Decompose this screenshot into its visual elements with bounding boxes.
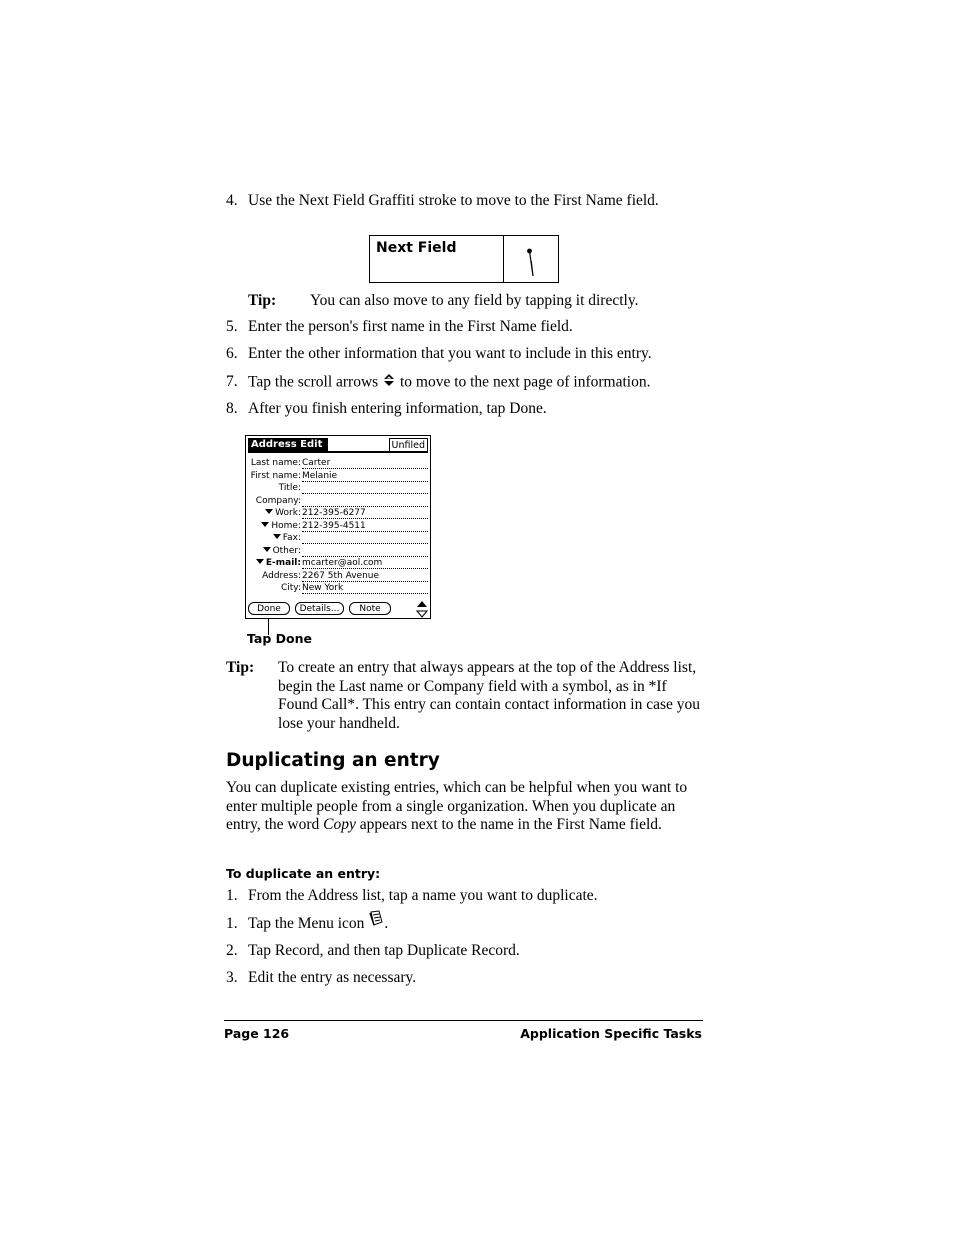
field-city[interactable]: City: New York (246, 582, 430, 594)
section-paragraph: You can duplicate existing entries, which can be helpful when you want to enter multiple people from a single organization. When you duplicate an entry, the word Copy appears next to the name in the First Name field. (226, 779, 688, 833)
step-text: Edit the entry as necessary. (248, 969, 417, 986)
next-field-stroke-icon (504, 236, 558, 282)
details-button[interactable]: Details... (295, 602, 344, 615)
step-text: Enter the other information that you want to include in this entry. (248, 345, 652, 362)
graffiti-table (369, 235, 559, 283)
address-edit-screen (245, 435, 431, 619)
tip2-label: Tip: (226, 659, 255, 676)
step-text-after: to move to the next page of information. (399, 373, 651, 391)
scroll-arrows-icon (382, 373, 396, 393)
field-work[interactable]: Work: 212-395-6277 (246, 507, 430, 519)
field-address[interactable]: Address: 2267 5th Avenue (246, 570, 430, 582)
section-heading: Duplicating an entry (226, 750, 440, 771)
field-home[interactable]: Home: 212-395-4511 (246, 520, 430, 532)
screen-title: Address Edit (248, 438, 328, 452)
dropdown-arrow-icon[interactable] (265, 509, 273, 514)
step-text: After you finish entering information, tap Done. (248, 400, 547, 417)
graffiti-label-cell (370, 236, 504, 282)
done-button[interactable]: Done (248, 602, 290, 615)
step-text: Use the Next Field Graffiti stroke to move to the First Name field. (248, 192, 659, 209)
step-text-before: Tap the scroll arrows (248, 373, 379, 391)
tip1-label: Tip: (248, 292, 277, 309)
graffiti-label: Next Field (376, 240, 457, 256)
field-company[interactable]: Company: (246, 495, 430, 507)
note-button[interactable]: Note (349, 602, 391, 615)
field-first-name[interactable]: First name: Melanie (246, 470, 430, 482)
field-title[interactable]: Title: (246, 482, 430, 494)
procedure-heading: To duplicate an entry: (226, 866, 381, 881)
field-last-name[interactable]: Last name: Carter (246, 457, 430, 469)
field-fax[interactable]: Fax: (246, 532, 430, 544)
page-number: Page 126 (224, 1026, 290, 1041)
scroll-arrows-icon[interactable] (416, 600, 428, 618)
dropdown-arrow-icon[interactable] (256, 559, 264, 564)
step-text-after: . (384, 915, 389, 932)
tip1-text: You can also move to any field by tapping it directly. (310, 292, 639, 309)
footer-rule (224, 1020, 703, 1021)
dropdown-arrow-icon[interactable] (261, 522, 269, 527)
chapter-title: Application Specific Tasks (520, 1026, 702, 1041)
tip2-text: To create an entry that always appears at the top of the Address list, begin the Last name or Company field with a symbol, as in *If Found Call*. This entry can contain contact information in case you lose your handheld. (278, 659, 700, 732)
step-text: Tap Record, and then tap Duplicate Record. (248, 942, 520, 959)
dropdown-arrow-icon[interactable] (263, 547, 271, 552)
menu-icon (368, 910, 384, 933)
step-text-before: Tap the Menu icon (248, 915, 365, 932)
callout-label: Tap Done (247, 631, 312, 646)
dropdown-arrow-icon[interactable] (273, 534, 281, 539)
category-picker[interactable]: Unfiled (389, 438, 428, 452)
field-other[interactable]: Other: (246, 545, 430, 557)
field-email[interactable]: E-mail: mcarter@aol.com (246, 557, 430, 569)
step-text: Enter the person's first name in the First Name field. (248, 318, 573, 335)
step-text: From the Address list, tap a name you want to duplicate. (248, 887, 598, 904)
